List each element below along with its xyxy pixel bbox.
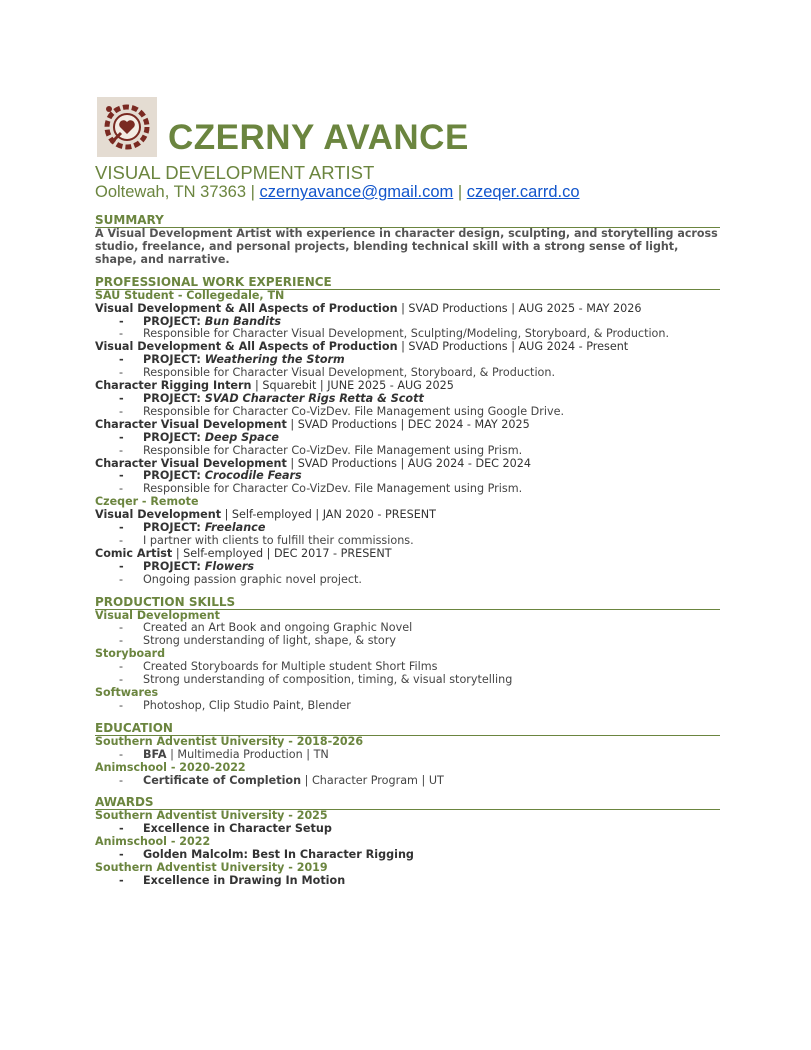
employer-heading: SAU Student - Collegedale, TN	[95, 288, 285, 302]
bullet-dash: -	[119, 747, 124, 761]
section-heading-education: EDUCATION	[95, 722, 720, 736]
project-prefix: PROJECT:	[143, 521, 205, 535]
job-details: | SVAD Productions | AUG 2024 - Present	[397, 340, 629, 354]
bullet-dash: -	[119, 314, 124, 328]
description-text: Responsible for Character Co-VizDev. File Management using Prism.	[143, 482, 523, 496]
skill-group-heading: Storyboard	[95, 647, 166, 661]
project-name: Flowers	[204, 559, 254, 573]
separator: |	[453, 183, 467, 201]
skill-group-heading: Softwares	[95, 686, 159, 699]
description-text: Responsible for Character Co-VizDev. File Management using Prism.	[143, 443, 523, 457]
logo-icon	[97, 97, 157, 157]
job-details: | Self-employed | DEC 2017 - PRESENT	[172, 546, 392, 560]
job-role: Character Visual Development	[95, 417, 287, 431]
job-details: | SVAD Productions | AUG 2025 - MAY 2026	[397, 301, 642, 315]
skill-text: Created an Art Book and ongoing Graphic Novel	[143, 621, 413, 635]
section-heading-skills: PRODUCTION SKILLS	[95, 596, 720, 610]
bullet-dash: -	[119, 327, 124, 341]
project-name: Deep Space	[204, 430, 279, 444]
skill-text: Photoshop, Clip Studio Paint, Blender	[143, 698, 351, 712]
project-name: SVAD Character Rigs Retta & Scott	[204, 391, 424, 405]
separator: |	[246, 183, 260, 201]
job-role: Visual Development & All Aspects of Production	[95, 301, 398, 315]
section-heading-awards: AWARDS	[95, 796, 720, 810]
degree-name: Certificate of Completion	[143, 773, 302, 787]
bullet-dash: -	[119, 698, 124, 712]
award-org: Southern Adventist University - 2019	[95, 861, 328, 875]
skill-text: Strong understanding of light, shape, & story	[143, 634, 396, 648]
job-role: Character Visual Development	[95, 456, 287, 470]
bullet-dash: -	[119, 572, 124, 586]
project-prefix: PROJECT:	[143, 353, 205, 367]
skill-text: Created Storyboards for Multiple student Short Films	[143, 660, 438, 674]
contact-line	[95, 183, 580, 201]
description-text: Responsible for Character Visual Development, Storyboard, & Production.	[143, 366, 556, 380]
resume-body	[95, 214, 720, 888]
bullet-dash: -	[119, 634, 124, 648]
bullet-dash: -	[119, 848, 124, 862]
award-name: Excellence in Character Setup	[143, 822, 332, 836]
job-details: | Squarebit | JUNE 2025 - AUG 2025	[251, 379, 454, 393]
bullet-dash: -	[119, 353, 124, 367]
description-text: Responsible for Character Visual Development, Sculpting/Modeling, Storyboard, & Production.	[143, 327, 670, 341]
section-heading-experience: PROFESSIONAL WORK EXPERIENCE	[95, 276, 720, 290]
bullet-dash: -	[119, 430, 124, 444]
skill-item	[95, 635, 720, 648]
location: Ooltewah, TN 37363	[95, 183, 247, 201]
description-text: I partner with clients to fulfill their commissions.	[143, 533, 414, 547]
project-prefix: PROJECT:	[143, 469, 205, 483]
skill-group-heading: Visual Development	[95, 608, 220, 622]
degree-name: BFA	[143, 747, 167, 761]
skill-item	[95, 674, 720, 687]
description-text: Ongoing passion graphic novel project.	[143, 572, 362, 586]
award-line	[95, 875, 720, 888]
website-link[interactable]: czeqer.carrd.co	[466, 183, 580, 201]
job-title: VISUAL DEVELOPMENT ARTIST	[95, 162, 375, 183]
job-details: | SVAD Productions | DEC 2024 - MAY 2025	[286, 417, 530, 431]
award-org: Animschool - 2022	[95, 835, 211, 849]
bullet-dash: -	[119, 873, 124, 887]
school-heading: Animschool - 2020-2022	[95, 760, 246, 774]
email-link[interactable]: czernyavance@gmail.com	[259, 183, 454, 201]
project-prefix: PROJECT:	[143, 391, 205, 405]
award-name: Excellence in Drawing In Motion	[143, 873, 346, 887]
project-name: Bun Bandits	[204, 314, 281, 328]
job-details: | Self-employed | JAN 2020 - PRESENT	[221, 508, 436, 522]
project-name: Crocodile Fears	[204, 469, 302, 483]
project-prefix: PROJECT:	[143, 559, 205, 573]
section-heading-summary: SUMMARY	[95, 214, 720, 228]
employer-heading: Czeqer - Remote	[95, 495, 199, 509]
project-name: Freelance	[204, 521, 266, 535]
bullet-dash: -	[119, 822, 124, 836]
school-heading: Southern Adventist University - 2018-2026	[95, 734, 364, 748]
job-details: | SVAD Productions | AUG 2024 - DEC 2024	[286, 456, 531, 470]
skill-text: Strong understanding of composition, timing, & visual storytelling	[143, 673, 513, 687]
bullet-dash: -	[119, 366, 124, 380]
job-role: Character Rigging Intern	[95, 379, 252, 393]
bullet-dash: -	[119, 443, 124, 457]
degree-line	[95, 749, 720, 762]
summary-text: A Visual Development Artist with experience in character design, sculpting, and storytelling across studio, freelance, and personal projects, blending technical skill with a strong sense of light, shape, and narrative.	[95, 227, 718, 266]
job-role: Comic Artist	[95, 546, 173, 560]
degree-details: | Character Program | UT	[301, 773, 444, 787]
bullet-dash: -	[119, 533, 124, 547]
job-role: Visual Development	[95, 508, 222, 522]
bullet-dash: -	[119, 621, 124, 635]
job-role: Visual Development & All Aspects of Production	[95, 340, 398, 354]
project-prefix: PROJECT:	[143, 430, 205, 444]
bullet-dash: -	[119, 773, 124, 787]
bullet-dash: -	[119, 469, 124, 483]
bullet-dash: -	[119, 660, 124, 674]
bullet-dash: -	[119, 404, 124, 418]
award-org: Southern Adventist University - 2025	[95, 809, 328, 823]
bullet-dash: -	[119, 673, 124, 687]
bullet-dash: -	[119, 521, 124, 535]
skill-item	[95, 700, 720, 713]
description-text: Responsible for Character Co-VizDev. File Management using Google Drive.	[143, 404, 565, 418]
candidate-name: CZERNY AVANCE	[168, 118, 469, 157]
project-prefix: PROJECT:	[143, 314, 205, 328]
bullet-dash: -	[119, 482, 124, 496]
degree-details: | Multimedia Production | TN	[166, 747, 329, 761]
project-name: Weathering the Storm	[204, 353, 345, 367]
degree-line	[95, 775, 720, 788]
project-description	[95, 574, 720, 587]
bullet-dash: -	[119, 559, 124, 573]
bullet-dash: -	[119, 391, 124, 405]
award-name: Golden Malcolm: Best In Character Rigging	[143, 848, 414, 862]
